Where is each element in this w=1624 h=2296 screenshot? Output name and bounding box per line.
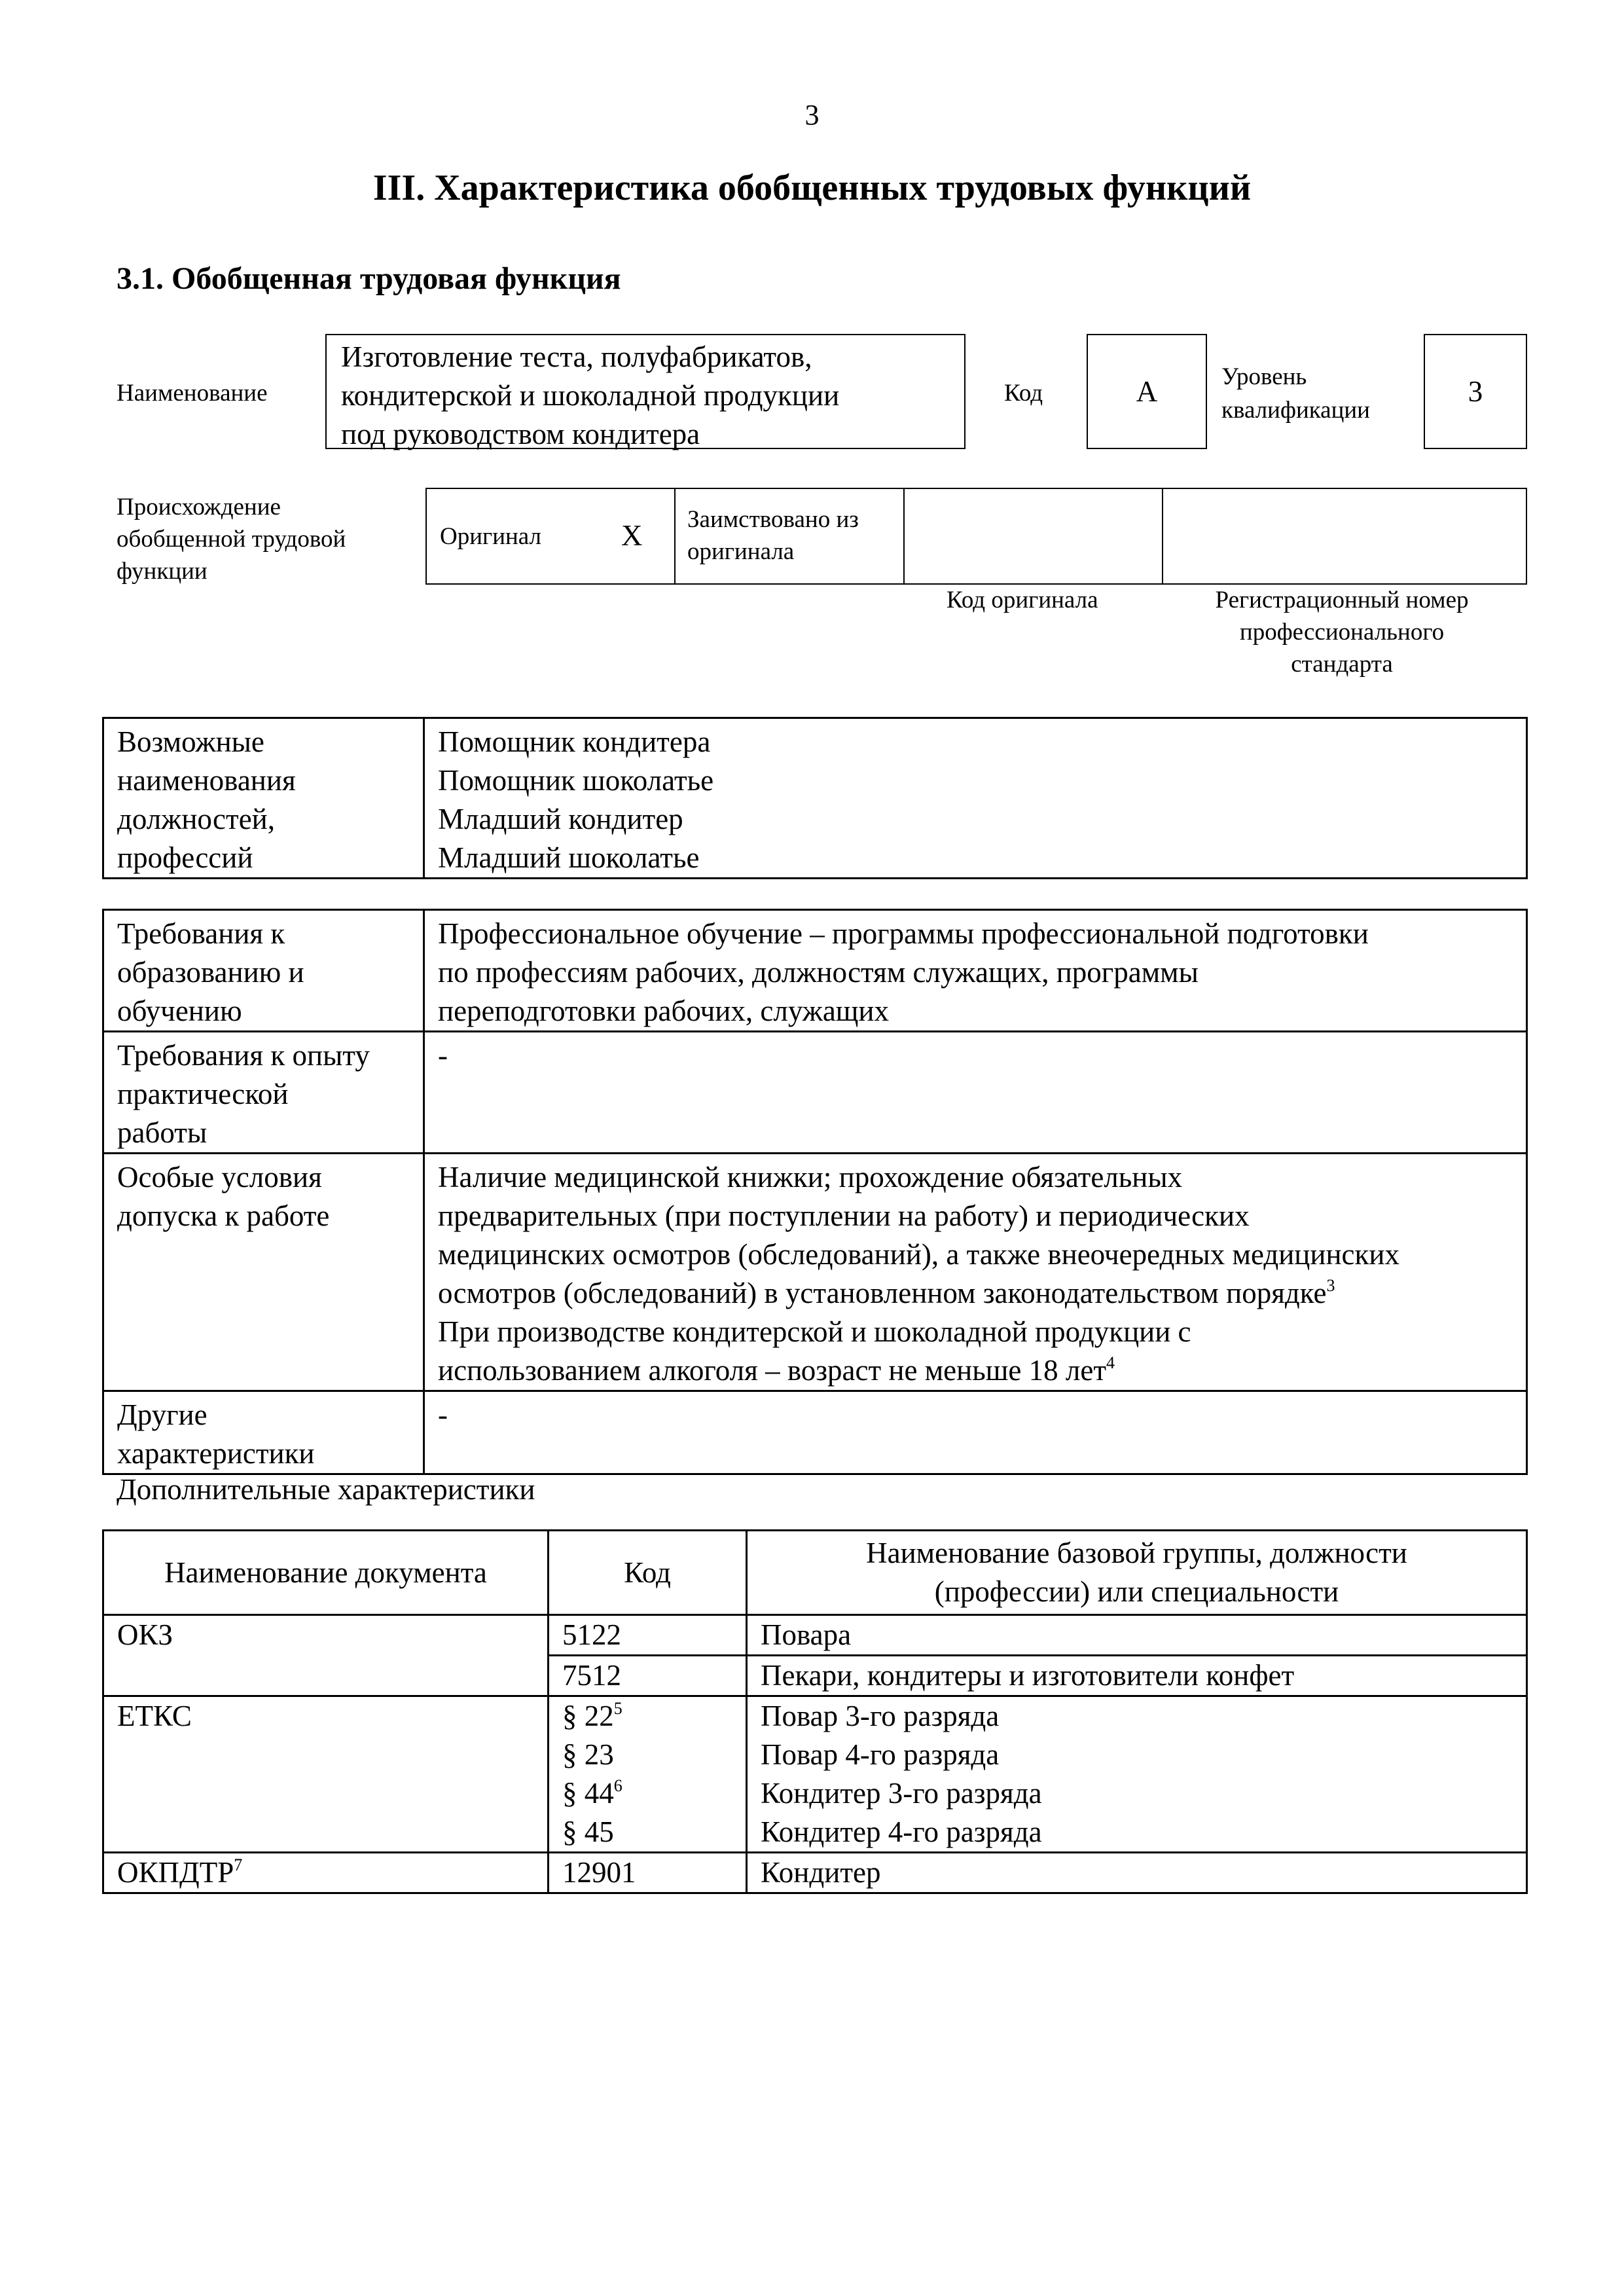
code-label: Код [1004, 380, 1043, 407]
positions-table [102, 717, 1528, 879]
special-line: медицинских осмотров (обследований), а также внеочередных медицинских [438, 1238, 1399, 1271]
other-value: - [424, 1391, 1527, 1474]
header-code: Код [549, 1531, 747, 1615]
special-line-text: использованием алкоголя – возраст не меньше 18 лет [438, 1354, 1106, 1387]
experience-value: - [424, 1032, 1527, 1154]
additional-table [102, 1529, 1528, 1894]
function-name-line: кондитерской и шоколадной продукции [341, 379, 840, 412]
level-label [1221, 360, 1370, 427]
special-line-text: осмотров (обследований) в установленном законодательством порядке [438, 1277, 1327, 1309]
origin-divider [674, 489, 676, 583]
origin-label-line: функции [117, 558, 208, 585]
original-label: Оригинал [440, 523, 542, 550]
education-line: Профессиональное обучение – программы профессиональной подготовки [438, 917, 1369, 950]
function-name-line: Изготовление теста, полуфабрикатов, [341, 340, 812, 373]
education-label [103, 910, 424, 1032]
positions-label-line: профессий [117, 841, 253, 874]
education-line: переподготовки рабочих, служащих [438, 994, 890, 1027]
borrowed-label [687, 503, 859, 568]
code-text: § 22 [562, 1700, 614, 1732]
positions-row [103, 718, 1527, 879]
original-mark: X [621, 519, 643, 552]
education-value [424, 910, 1527, 1032]
special-line [438, 1274, 1513, 1313]
special-line: предварительных (при поступлении на работу) и периодических [438, 1199, 1250, 1232]
level-label-line: квалификации [1221, 397, 1370, 424]
positions-label-line: наименования [117, 764, 296, 797]
education-label-line: образованию и [117, 956, 304, 989]
page-number: 3 [804, 99, 820, 131]
header-doc: Наименование документа [103, 1531, 549, 1615]
position-item: Младший кондитер [438, 803, 683, 835]
code-cell [549, 1696, 747, 1736]
footnote-ref: 5 [613, 1699, 623, 1718]
origin-divider [903, 489, 905, 583]
special-label [103, 1154, 424, 1391]
subsection-title: 3.1. Обобщенная трудовая функция [117, 261, 621, 296]
other-row [103, 1391, 1527, 1474]
reg-number-caption [1172, 584, 1512, 680]
code-cell: 12901 [549, 1853, 747, 1893]
section-title: III. Характеристика обобщенных трудовых функций [372, 168, 1252, 208]
additional-header-row [103, 1531, 1527, 1615]
name-label: Наименование [117, 380, 268, 407]
code-cell [549, 1774, 747, 1813]
table-row [103, 1736, 1527, 1774]
reg-number-caption-line: стандарта [1291, 651, 1393, 678]
positions-label-line: должностей, [117, 803, 275, 835]
level-label-line: Уровень [1221, 363, 1307, 390]
level-value: 3 [1424, 334, 1527, 449]
special-value [424, 1154, 1527, 1391]
education-line: по профессиям рабочих, должностям служащих, программы [438, 956, 1199, 989]
positions-label [103, 718, 424, 879]
code-cell: 5122 [549, 1615, 747, 1656]
table-row [103, 1696, 1527, 1736]
doc-cell [103, 1774, 549, 1813]
footnote-ref: 4 [1106, 1353, 1115, 1372]
name-cell: Кондитер [747, 1853, 1527, 1893]
education-row [103, 910, 1527, 1032]
name-cell: Кондитер 3-го разряда [747, 1774, 1527, 1813]
name-cell: Кондитер 4-го разряда [747, 1813, 1527, 1853]
borrowed-label-line: оригинала [687, 538, 795, 565]
positions-label-line: Возможные [117, 725, 264, 758]
table-row [103, 1656, 1527, 1696]
position-item: Помощник шоколатье [438, 764, 714, 797]
name-cell: Повар 3-го разряда [747, 1696, 1527, 1736]
other-label [103, 1391, 424, 1474]
function-name-box [325, 334, 965, 449]
doc-cell: ОКЗ [103, 1615, 549, 1656]
experience-label [103, 1032, 424, 1154]
origin-table [425, 488, 1527, 585]
header-name-line: (профессии) или специальности [934, 1575, 1339, 1608]
table-row [103, 1853, 1527, 1893]
experience-label-line: Требования к опыту [117, 1039, 370, 1072]
name-cell: Повара [747, 1615, 1527, 1656]
education-label-line: Требования к [117, 917, 285, 950]
requirements-table [102, 909, 1528, 1475]
doc-cell [103, 1813, 549, 1853]
doc-text: ОКПДТР [117, 1856, 234, 1889]
reg-number-caption-line: профессионального [1239, 619, 1445, 646]
origin-label-line: Происхождение [117, 494, 281, 520]
doc-cell [103, 1853, 549, 1893]
table-row [103, 1615, 1527, 1656]
special-label-line: допуска к работе [117, 1199, 330, 1232]
position-item: Помощник кондитера [438, 725, 711, 758]
other-label-line: характеристики [117, 1437, 315, 1470]
name-cell: Повар 4-го разряда [747, 1736, 1527, 1774]
doc-cell: ЕТКС [103, 1696, 549, 1736]
table-row [103, 1774, 1527, 1813]
name-cell: Пекари, кондитеры и изготовители конфет [747, 1656, 1527, 1696]
footnote-ref: 3 [1326, 1276, 1335, 1295]
special-line: Наличие медицинской книжки; прохождение обязательных [438, 1161, 1183, 1194]
position-item: Младший шоколатье [438, 841, 700, 874]
borrowed-label-line: Заимствовано из [687, 506, 859, 533]
function-name-line: под руководством кондитера [341, 418, 700, 450]
special-line: При производстве кондитерской и шоколадной продукции с [438, 1315, 1191, 1348]
table-row [103, 1813, 1527, 1853]
special-row [103, 1154, 1527, 1391]
footnote-ref: 6 [613, 1776, 623, 1795]
additional-caption: Дополнительные характеристики [117, 1473, 535, 1506]
header-name [747, 1531, 1527, 1615]
footnote-ref: 7 [234, 1855, 243, 1874]
code-original-caption: Код оригинала [947, 587, 1098, 613]
doc-cell [103, 1656, 549, 1696]
origin-label-line: обобщенной трудовой [117, 526, 346, 553]
origin-label [117, 491, 346, 587]
positions-values [424, 718, 1527, 879]
education-label-line: обучению [117, 994, 242, 1027]
reg-number-caption-line: Регистрационный номер [1215, 587, 1469, 613]
origin-divider [1162, 489, 1163, 583]
special-label-line: Особые условия [117, 1161, 322, 1194]
special-line [438, 1351, 1513, 1390]
code-cell: § 45 [549, 1813, 747, 1853]
code-cell: § 23 [549, 1736, 747, 1774]
code-value: А [1087, 334, 1207, 449]
other-label-line: Другие [117, 1398, 208, 1431]
code-text: § 44 [562, 1777, 614, 1810]
code-cell: 7512 [549, 1656, 747, 1696]
experience-label-line: работы [117, 1116, 208, 1149]
experience-row [103, 1032, 1527, 1154]
header-name-line: Наименование базовой группы, должности [866, 1537, 1407, 1569]
experience-label-line: практической [117, 1078, 289, 1110]
doc-cell [103, 1736, 549, 1774]
